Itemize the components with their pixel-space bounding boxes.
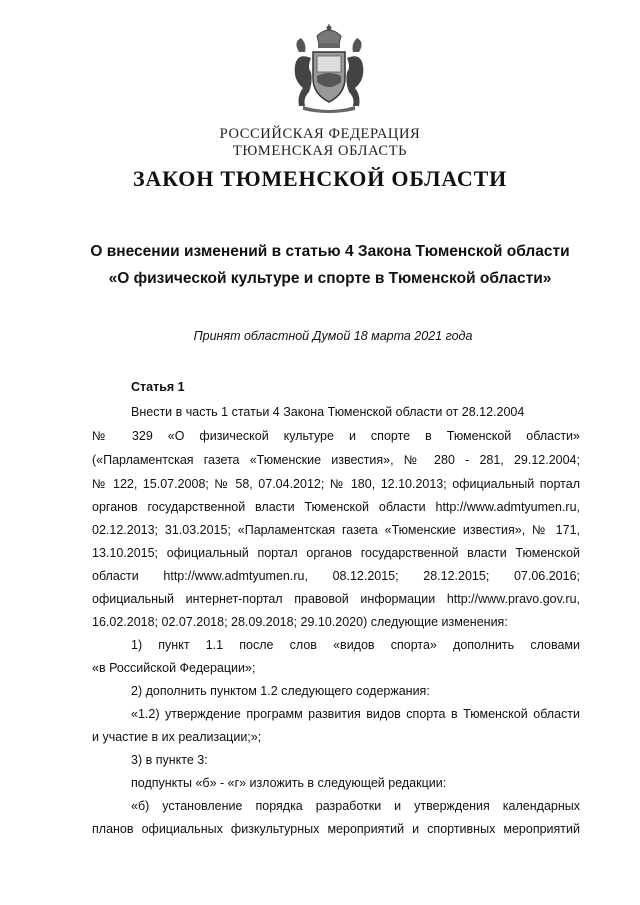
title-line-1: О внесении изменений в статью 4 Закона Тюменской области (90, 243, 570, 260)
article-heading: Статья 1 (131, 380, 185, 394)
body-line: «1.2) утверждение программ развития видов спорта в Тюменской области (131, 707, 580, 721)
body-line: органов государственной власти Тюменской области http://www.admtyumen.ru, (92, 500, 580, 514)
title-line-2: «О физической культуре и спорте в Тюменской области» (108, 270, 552, 287)
body-line: («Парламентская газета «Тюменские известия», № 280 - 281, 29.12.2004; (92, 453, 580, 467)
body-line: 1) пункт 1.1 после слов «видов спорта» дополнить словами (131, 638, 580, 652)
header-country: РОССИЙСКАЯ ФЕДЕРАЦИЯ (219, 126, 421, 142)
body-line: 02.12.2013; 31.03.2015; «Парламентская газета «Тюменские известия», № 171, (92, 523, 580, 537)
body-line: 2) дополнить пунктом 1.2 следующего содержания: (131, 684, 430, 698)
body-line: подпункты «б» - «г» изложить в следующей редакции: (131, 776, 447, 790)
body-line: 13.10.2015; официальный портал органов государственной власти Тюменской (92, 546, 580, 560)
body-line: № 329 «О физической культуре и спорте в Тюменской области» (92, 429, 580, 443)
body-line: официальный интернет-портал правовой информации http://www.pravo.gov.ru, (92, 592, 580, 606)
body-line: области http://www.admtyumen.ru, 08.12.2015; 28.12.2015; 07.06.2016; (92, 569, 580, 583)
body-line: № 122, 15.07.2008; № 58, 07.04.2012; № 180, 12.10.2013; официальный портал (92, 477, 580, 491)
body-line: Внести в часть 1 статьи 4 Закона Тюменской области от 28.12.2004 (131, 405, 525, 419)
coat-of-arms-emblem (283, 22, 375, 114)
body-line: «б) установление порядка разработки и утверждения календарных (131, 799, 580, 813)
header-doc-type: ЗАКОН ТЮМЕНСКОЙ ОБЛАСТИ (132, 166, 507, 191)
body-line: 16.02.2018; 02.07.2018; 28.09.2018; 29.10.2020) следующие изменения: (92, 615, 508, 629)
body-line: «в Российской Федерации»; (92, 661, 256, 675)
adoption-note: Принят областной Думой 18 марта 2021 года (193, 329, 473, 343)
body-line: и участие в их реализации;»; (92, 730, 262, 744)
body-line: планов официальных физкультурных мероприятий и спортивных мероприятий (92, 822, 580, 836)
body-line: 3) в пункте 3: (131, 753, 208, 767)
header-region: ТЮМЕНСКАЯ ОБЛАСТЬ (232, 143, 408, 159)
